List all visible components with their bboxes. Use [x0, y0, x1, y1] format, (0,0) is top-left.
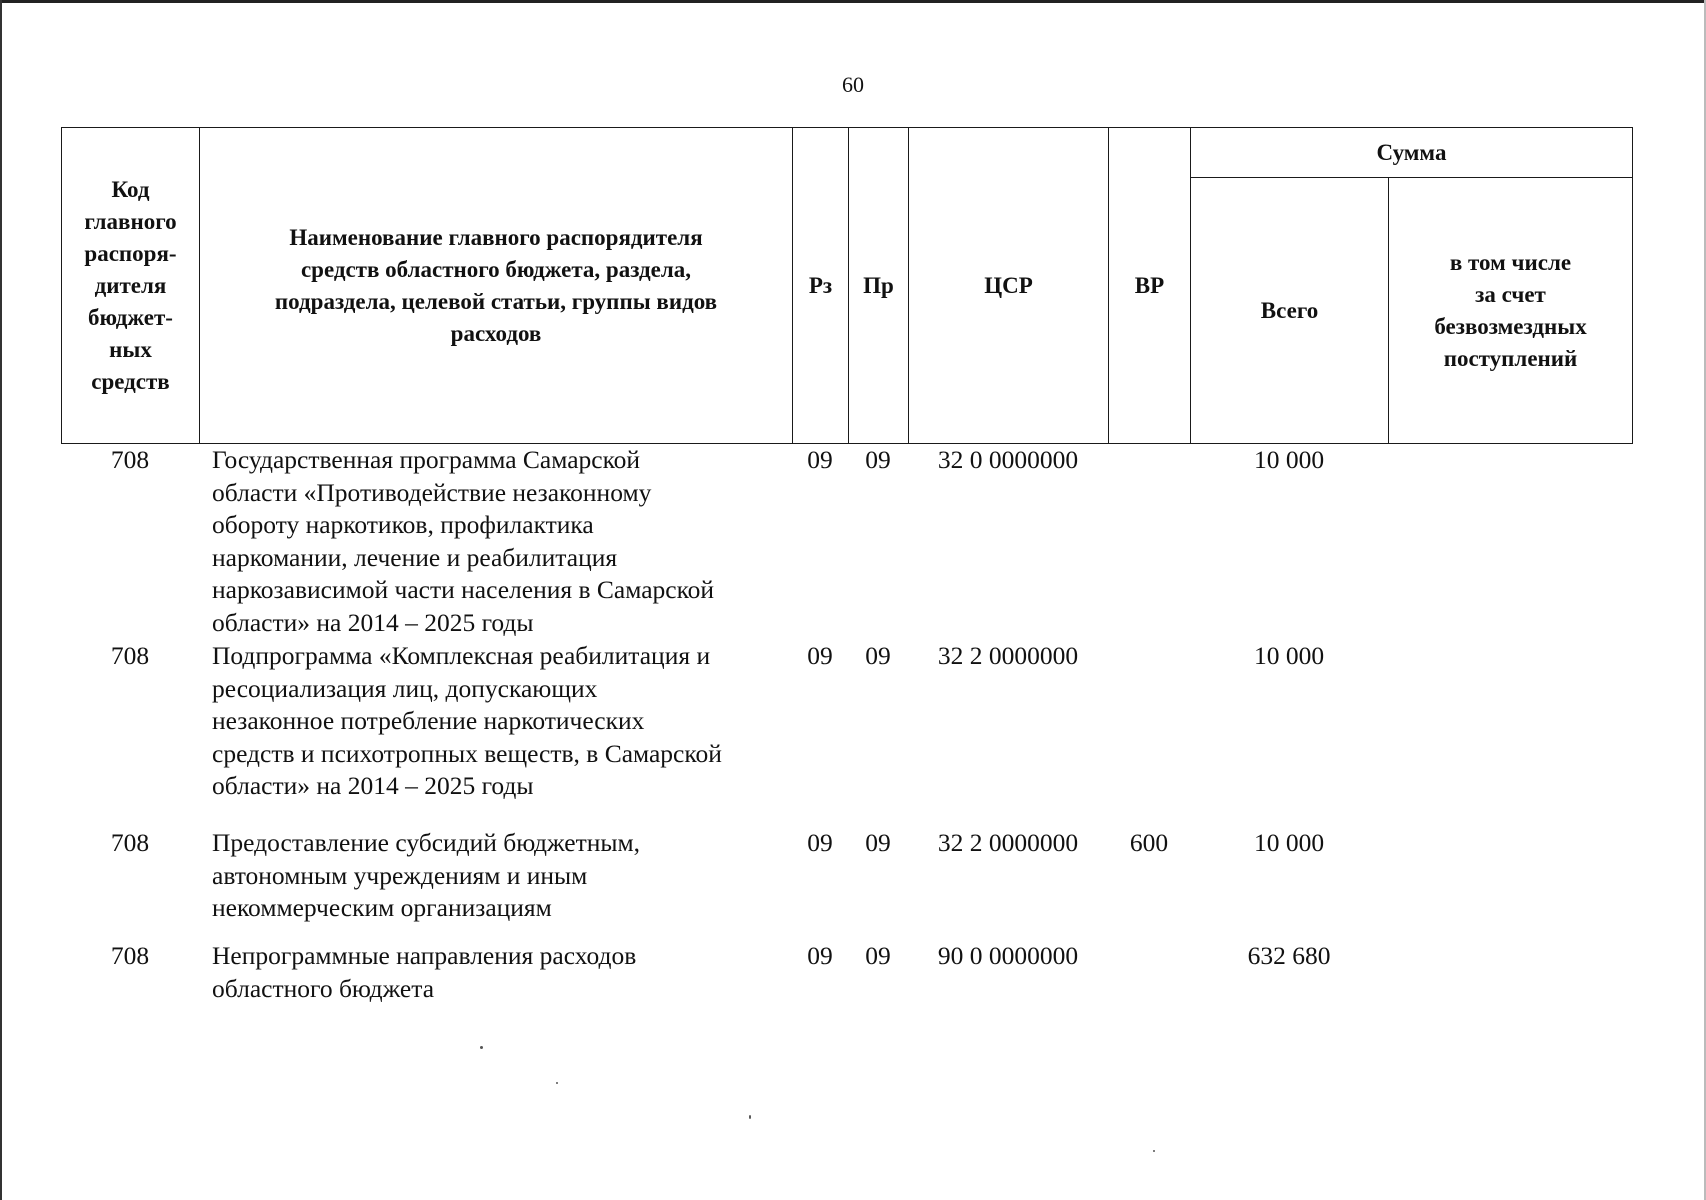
row-rz: 09 — [807, 941, 833, 970]
row-rz: 09 — [807, 641, 833, 670]
page-number: 60 — [842, 72, 864, 97]
row-name: Государственная программа Самарской области «Противодействие незаконному обороту наркотиков, профилактика наркомании, лечение и реабилитация наркозависимой части населения в Самарской области» на 2014 – 2025 годы — [212, 445, 715, 637]
scan-speck — [1153, 1150, 1155, 1152]
row-csr: 90 0 0000000 — [937, 941, 1079, 970]
header-total: Всего — [1191, 178, 1389, 444]
row-code: 708 — [110, 941, 150, 970]
row-total: 632 680 — [1247, 941, 1331, 970]
header-csr: ЦСР — [909, 128, 1109, 444]
row-csr: 32 0 0000000 — [937, 445, 1079, 474]
row-name: Подпрограмма «Комплексная реабилитация и ресоциализация лиц, допускающих незаконное потребление наркотических средств и психотропных веществ, в Самарской области» на 2014 – 2025 годы — [212, 641, 722, 801]
header-vr: ВР — [1109, 128, 1191, 444]
row-total: 10 000 — [1253, 445, 1325, 474]
row-rz: 09 — [807, 445, 833, 474]
row-pr: 09 — [865, 828, 891, 857]
scan-speck — [480, 1046, 483, 1049]
header-sum: Сумма — [1191, 128, 1633, 178]
row-rz: 09 — [807, 828, 833, 857]
row-csr: 32 2 0000000 — [937, 641, 1079, 670]
scan-edge — [0, 0, 2, 1200]
header-code: Код главного распоря- дителя бюджет- ных средств — [62, 128, 200, 444]
row-code: 708 — [110, 828, 150, 857]
scan-edge — [0, 0, 1706, 3]
row-code: 708 — [110, 641, 150, 670]
header-rz: Рз — [793, 128, 849, 444]
header-pr: Пр — [849, 128, 909, 444]
row-pr: 09 — [865, 941, 891, 970]
row-total: 10 000 — [1253, 641, 1325, 670]
row-pr: 09 — [865, 445, 891, 474]
row-total: 10 000 — [1253, 828, 1325, 857]
row-name: Непрограммные направления расходов областного бюджета — [212, 941, 637, 1003]
header-name: Наименование главного распорядителя средств областного бюджета, раздела, подраздела, целевой статьи, группы видов расходов — [200, 128, 793, 444]
header-free-receipts: в том числе за счет безвозмездных поступлений — [1389, 178, 1633, 444]
row-csr: 32 2 0000000 — [937, 828, 1079, 857]
scan-speck — [556, 1082, 558, 1084]
row-pr: 09 — [865, 641, 891, 670]
table-header — [61, 127, 1633, 444]
scan-speck — [749, 1115, 751, 1119]
row-vr: 600 — [1129, 828, 1169, 857]
row-code: 708 — [110, 445, 150, 474]
row-name: Предоставление субсидий бюджетным, автономным учреждениям и иным некоммерческим организациям — [212, 828, 641, 923]
